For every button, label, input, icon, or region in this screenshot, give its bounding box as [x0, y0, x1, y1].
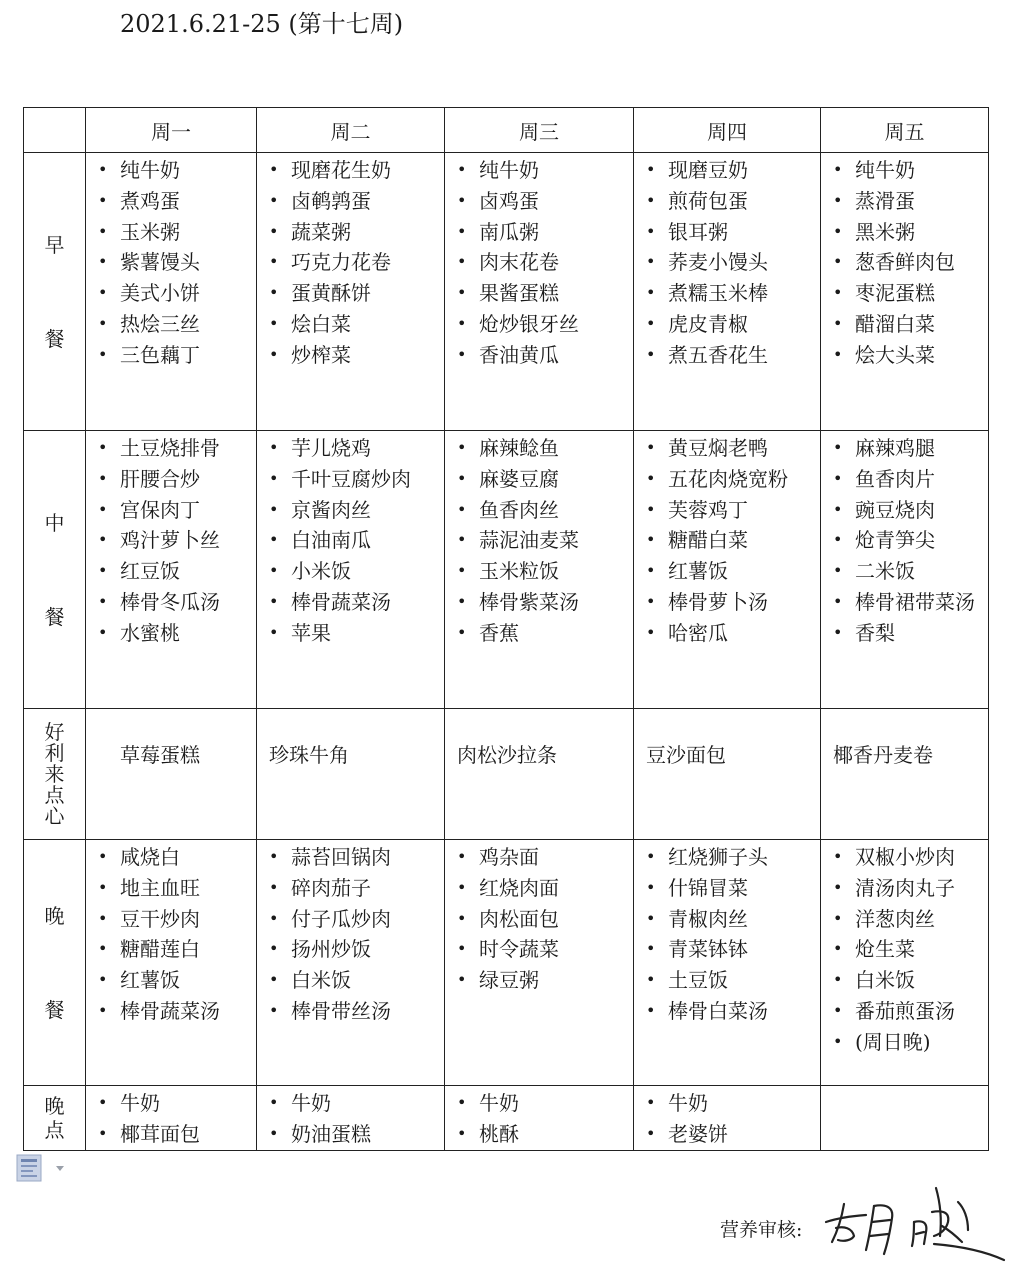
snack-day-3-cell	[445, 709, 634, 840]
dish-item: • 什锦冒菜	[646, 873, 820, 904]
dish-item: • 麻辣鸡腿	[833, 433, 988, 464]
dish-item: • 纯牛奶	[98, 155, 256, 186]
dinner-day-4-cell	[634, 840, 821, 1086]
dish-item: • 红烧狮子头	[646, 842, 820, 873]
breakfast-label-char: 餐	[44, 326, 65, 351]
handwritten-signature	[818, 1182, 1008, 1267]
dish-item: • 京酱肉丝	[269, 495, 444, 526]
lunch-label-char: 中	[44, 510, 65, 535]
dish-item: • 棒骨裙带菜汤	[833, 587, 988, 618]
dish-item: • 牛奶	[457, 1088, 633, 1119]
dish-item: • 鸡汁萝卜丝	[98, 525, 256, 556]
snack-item: 椰香丹麦卷	[833, 743, 933, 767]
snack-day-5-cell	[821, 709, 989, 840]
dish-item: • (周日晚)	[833, 1027, 988, 1058]
dish-item: • 煮五香花生	[646, 340, 820, 371]
dish-item: • 炒榨菜	[269, 340, 444, 371]
breakfast-row	[24, 153, 989, 431]
dish-item: • 果酱蛋糕	[457, 278, 633, 309]
dish-item: • 卤鹌鹑蛋	[269, 186, 444, 217]
dish-item: • 香梨	[833, 618, 988, 649]
dish-item: • 烩大头菜	[833, 340, 988, 371]
dish-item: • 麻婆豆腐	[457, 464, 633, 495]
snack-item: 珍珠牛角	[269, 743, 349, 767]
dish-item: • 蒜苔回锅肉	[269, 842, 444, 873]
dish-list	[821, 433, 988, 649]
dish-item: • 土豆烧排骨	[98, 433, 256, 464]
dish-list	[257, 842, 444, 1027]
dish-item: • 清汤肉丸子	[833, 873, 988, 904]
dinner-label	[24, 840, 86, 1086]
dish-list	[86, 1088, 256, 1150]
lunch-day-5-cell	[821, 431, 989, 709]
dish-item: • 咸烧白	[98, 842, 256, 873]
dish-item: • 三色藕丁	[98, 340, 256, 371]
lunch-day-2-cell	[257, 431, 445, 709]
day-header: 周三	[445, 108, 634, 153]
snack-label	[24, 709, 86, 840]
dinner-label-char: 晚	[44, 903, 65, 928]
dish-item: • 红薯饭	[646, 556, 820, 587]
dish-item: • 苹果	[269, 618, 444, 649]
dish-item: • 牛奶	[646, 1088, 820, 1119]
dish-item: • 卤鸡蛋	[457, 186, 633, 217]
snack-item: 肉松沙拉条	[457, 743, 557, 767]
dish-item: • 纯牛奶	[833, 155, 988, 186]
dish-item: • 双椒小炒肉	[833, 842, 988, 873]
dish-item: • 银耳粥	[646, 217, 820, 248]
dinner-day-5-cell	[821, 840, 989, 1086]
dish-item: • 紫薯馒头	[98, 247, 256, 278]
dish-item: • 棒骨带丝汤	[269, 996, 444, 1027]
dish-item: • 芙蓉鸡丁	[646, 495, 820, 526]
breakfast-day-3-cell	[445, 153, 634, 431]
dinner-day-3-cell	[445, 840, 634, 1086]
dish-item: • 荞麦小馒头	[646, 247, 820, 278]
night-day-4-cell	[634, 1086, 821, 1151]
dish-item: • 棒骨萝卜汤	[646, 587, 820, 618]
dish-item: • 肝腰合炒	[98, 464, 256, 495]
dish-item: • 枣泥蛋糕	[833, 278, 988, 309]
snack-label-char: 利	[44, 740, 65, 765]
dish-item: • 土豆饭	[646, 965, 820, 996]
dish-item: • 碎肉茄子	[269, 873, 444, 904]
dish-list	[86, 842, 256, 1027]
dish-list	[821, 155, 988, 371]
night-snack-row	[24, 1086, 989, 1151]
nutrition-review-label: 营养审核:	[720, 1219, 803, 1241]
dish-item: • 美式小饼	[98, 278, 256, 309]
dish-item: • 糖醋白菜	[646, 525, 820, 556]
dish-list	[634, 842, 820, 1027]
dish-item: • 鱼香肉丝	[457, 495, 633, 526]
weekly-menu-table	[23, 107, 989, 1151]
snack-item: 豆沙面包	[646, 743, 726, 767]
dish-item: • 白油南瓜	[269, 525, 444, 556]
dish-item: • 棒骨白菜汤	[646, 996, 820, 1027]
dish-item: • 肉松面包	[457, 904, 633, 935]
dish-list	[257, 1088, 444, 1150]
dish-item: • 鸡杂面	[457, 842, 633, 873]
dish-list	[634, 155, 820, 371]
dish-list	[86, 155, 256, 371]
snack-label-char: 来	[44, 761, 65, 786]
dish-item: • 棒骨冬瓜汤	[98, 587, 256, 618]
dish-item: • 老婆饼	[646, 1119, 820, 1150]
lunch-day-1-cell	[86, 431, 257, 709]
dinner-row	[24, 840, 989, 1086]
night-label-char: 点	[44, 1117, 65, 1142]
dinner-day-2-cell	[257, 840, 445, 1086]
dish-item: • 棒骨蔬菜汤	[98, 996, 256, 1027]
dish-item: • 纯牛奶	[457, 155, 633, 186]
breakfast-label-char: 早	[44, 232, 65, 257]
dish-item: • 绿豆粥	[457, 965, 633, 996]
dish-item: • 青菜钵钵	[646, 934, 820, 965]
night-day-5-cell	[821, 1086, 989, 1151]
breakfast-day-4-cell	[634, 153, 821, 431]
dinner-label-char: 餐	[44, 997, 65, 1022]
dish-item: • 宫保肉丁	[98, 495, 256, 526]
document-icon[interactable]	[16, 1154, 68, 1188]
dish-item: • 鱼香肉片	[833, 464, 988, 495]
dish-item: • 棒骨蔬菜汤	[269, 587, 444, 618]
dish-item: • 红烧肉面	[457, 873, 633, 904]
dish-item: • 椰茸面包	[98, 1119, 256, 1150]
night-label	[24, 1086, 86, 1151]
snack-label-char: 点	[44, 782, 65, 807]
dish-item: • 水蜜桃	[98, 618, 256, 649]
dish-item: • 五花肉烧宽粉	[646, 464, 820, 495]
dish-list	[445, 433, 633, 649]
dish-item: • 烩白菜	[269, 309, 444, 340]
breakfast-day-2-cell	[257, 153, 445, 431]
dish-item: • 巧克力花卷	[269, 247, 444, 278]
snack-day-1-cell	[86, 709, 257, 840]
lunch-row	[24, 431, 989, 709]
dish-list	[445, 842, 633, 996]
dish-item: • 小米饭	[269, 556, 444, 587]
dish-list	[445, 155, 633, 371]
dish-item: • 哈密瓜	[646, 618, 820, 649]
snack-day-4-cell	[634, 709, 821, 840]
lunch-day-3-cell	[445, 431, 634, 709]
day-header: 周一	[86, 108, 257, 153]
dish-item: • 炝生菜	[833, 934, 988, 965]
dish-item: • 白米饭	[269, 965, 444, 996]
dish-item: • 虎皮青椒	[646, 309, 820, 340]
day-header: 周四	[634, 108, 821, 153]
dish-item: • 牛奶	[98, 1088, 256, 1119]
dish-item: • 豆干炒肉	[98, 904, 256, 935]
dish-item: • 玉米粒饭	[457, 556, 633, 587]
breakfast-day-5-cell	[821, 153, 989, 431]
header-row	[24, 108, 989, 153]
night-label-char: 晚	[44, 1093, 65, 1118]
dish-item: • 热烩三丝	[98, 309, 256, 340]
dish-item: • 红豆饭	[98, 556, 256, 587]
lunch-label-char: 餐	[44, 604, 65, 629]
lunch-label	[24, 431, 86, 709]
dinner-day-1-cell	[86, 840, 257, 1086]
dish-item: • 蒜泥油麦菜	[457, 525, 633, 556]
day-header: 周二	[257, 108, 445, 153]
dish-item: • 白米饭	[833, 965, 988, 996]
dish-item: • 洋葱肉丝	[833, 904, 988, 935]
snack-day-2-cell	[257, 709, 445, 840]
dish-item: • 炝炒银牙丝	[457, 309, 633, 340]
dish-item: • 奶油蛋糕	[269, 1119, 444, 1150]
dish-item: • 葱香鲜肉包	[833, 247, 988, 278]
dish-list	[257, 155, 444, 371]
dish-item: • 青椒肉丝	[646, 904, 820, 935]
breakfast-day-1-cell	[86, 153, 257, 431]
night-day-1-cell	[86, 1086, 257, 1151]
night-day-2-cell	[257, 1086, 445, 1151]
dish-item: • 香蕉	[457, 618, 633, 649]
lunch-day-4-cell	[634, 431, 821, 709]
dish-item: • 时令蔬菜	[457, 934, 633, 965]
dish-item: • 现磨花生奶	[269, 155, 444, 186]
snack-item: 草莓蛋糕	[120, 743, 200, 767]
dish-item: • 黄豆焖老鸭	[646, 433, 820, 464]
dish-item: • 千叶豆腐炒肉	[269, 464, 444, 495]
dish-item: • 二米饭	[833, 556, 988, 587]
dish-list	[634, 1088, 820, 1150]
dish-item: • 扬州炒饭	[269, 934, 444, 965]
dish-item: • 豌豆烧肉	[833, 495, 988, 526]
page-title: 2021.6.21-25 (第十七周)	[120, 10, 404, 38]
dish-list	[445, 1088, 633, 1150]
snack-row	[24, 709, 989, 840]
dish-item: • 黑米粥	[833, 217, 988, 248]
dish-item: • 芋儿烧鸡	[269, 433, 444, 464]
breakfast-label	[24, 153, 86, 431]
dish-item: • 蔬菜粥	[269, 217, 444, 248]
dish-item: • 玉米粥	[98, 217, 256, 248]
dish-item: • 醋溜白菜	[833, 309, 988, 340]
dish-item: • 桃酥	[457, 1119, 633, 1150]
dish-list	[821, 842, 988, 1058]
dish-item: • 香油黄瓜	[457, 340, 633, 371]
dish-item: • 红薯饭	[98, 965, 256, 996]
dish-item: • 肉末花卷	[457, 247, 633, 278]
dish-item: • 蛋黄酥饼	[269, 278, 444, 309]
night-day-3-cell	[445, 1086, 634, 1151]
dish-list	[634, 433, 820, 649]
dish-item: • 蒸滑蛋	[833, 186, 988, 217]
day-header: 周五	[821, 108, 989, 153]
dish-item: • 煎荷包蛋	[646, 186, 820, 217]
dish-item: • 麻辣鲶鱼	[457, 433, 633, 464]
dish-item: • 番茄煎蛋汤	[833, 996, 988, 1027]
dish-item: • 付子瓜炒肉	[269, 904, 444, 935]
snack-label-char: 心	[44, 803, 65, 828]
dish-item: • 棒骨紫菜汤	[457, 587, 633, 618]
dish-item: • 南瓜粥	[457, 217, 633, 248]
dish-list	[257, 433, 444, 649]
dish-item: • 现磨豆奶	[646, 155, 820, 186]
dish-item: • 炝青笋尖	[833, 525, 988, 556]
dish-item: • 煮糯玉米棒	[646, 278, 820, 309]
dish-item: • 地主血旺	[98, 873, 256, 904]
corner-cell	[24, 108, 86, 153]
dish-item: • 牛奶	[269, 1088, 444, 1119]
dish-item: • 煮鸡蛋	[98, 186, 256, 217]
snack-label-char: 好	[44, 719, 65, 744]
dish-item: • 糖醋莲白	[98, 934, 256, 965]
dish-list	[86, 433, 256, 649]
